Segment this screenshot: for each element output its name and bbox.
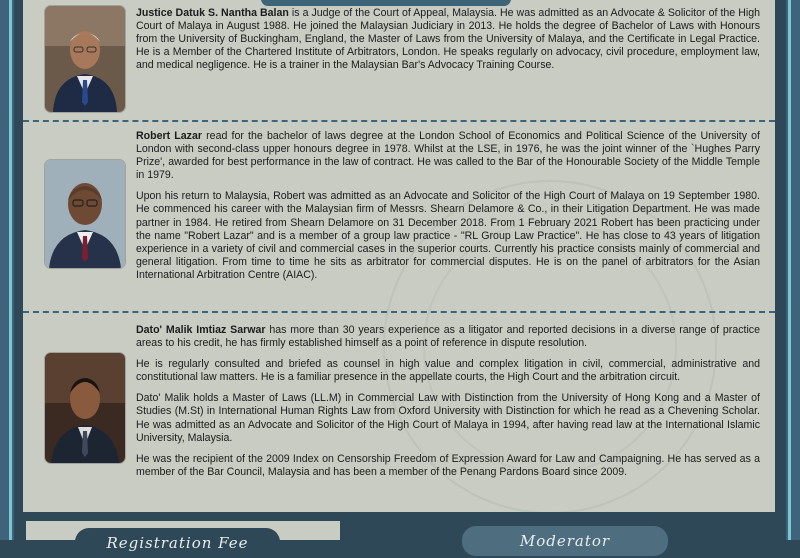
section-header-tab [261,0,511,6]
speaker-photo-nantha-balan [45,6,125,112]
left-frame-stripe [9,0,12,540]
moderator-heading: Moderator [462,526,668,556]
section-divider [23,311,775,313]
bio-paragraph: He was the recipient of the 2009 Index on Censorship Freedom of Expression Award for Law and Campaigning. He has served as a member of the Bar Council, Malaysia and has been a member of the Penang Pardons Board since 2009. [136,452,760,478]
bio-paragraph: is a Judge of the Court of Appeal, Malaysia. He was admitted as an Advocate & Solicitor of the High Court of Malaya in August 1988. He joined the Malaysian Judiciary in 2013. He holds the degree of Bachelor of Laws with Honours from the University of Buckingham, England, the Master of Laws from the University of Malaya, and the Certificate in Legal Practice. He is a Member of the Chartered Institute of Arbitrators, London. He speaks regularly on advocacy, civil procedure, employment law, and medical negligence. He is a trainer in the Malaysian Bar's Advocacy Training Course. [136,7,760,72]
bio-malik-imtiaz [136,324,760,487]
right-frame-border [786,0,800,540]
bio-paragraph: He is regularly consulted and briefed as counsel in high value and complex litigation in civil, commercial, administrative and constitutional law matters. He is a familiar presence in the appellate courts, the High Court and the arbitration circuit. [136,358,760,384]
speaker-name: Justice Datuk S. Nantha Balan [136,7,289,19]
bio-paragraph: read for the bachelor of laws degree at the London School of Economics and Political Science of the University of London with second-class upper honours degree in 1978. Whilst at the LSE, in 1976, he was the joint winner of the `Hughes Parry Prize', awarded for best performance in the law of contract. He was called to the Bar of the Honourable Society of the Middle Temple in 1979. [136,130,760,182]
speaker-name: Dato' Malik Imtiaz Sarwar [136,324,266,336]
speaker-photo-malik-imtiaz [45,353,125,463]
bio-paragraph: Dato' Malik holds a Master of Laws (LL.M) in Commercial Law with Distinction from the University of Hong Kong and a Master of Studies (M.St) in International Human Rights Law from Oxford University with Distinction for which he read as a Chevening Scholar. He was admitted as an Advocate and Solicitor of the High Court of Malaya in 1994, after having read law at the International Islamic University, Malaysia. [136,392,760,444]
left-frame-border [0,0,14,540]
speaker-name: Robert Lazar [136,130,202,142]
bio-paragraph: Upon his return to Malaysia, Robert was admitted as an Advocate and Solicitor of the High Court of Malaya on 19 September 1980. He commenced his career with the Malaysian firm of Messrs. Shearn Delamore & Co., in their Litigation Department. He was made partner in 1984. He retired from Shearn Delamore on 31 December 2018. From 1 February 2021 Robert has been practicing under the name "Robert Lazar" and is a member of a group law practice - "RL Group Law Practice". He has close to 43 years of litigation experience in a variety of civil and commercial cases in the superior courts. Currently his practice consists mainly of commercial and general litigation. From time to time he sits as arbitrator for commercial disputes. He is on the panel of arbitrators for the Asian International Arbitration Centre (AIAC). [136,190,760,281]
bio-nantha-balan [136,7,760,80]
speaker-bios-panel [23,0,775,512]
section-divider [23,120,775,122]
registration-fee-heading: Registration Fee [75,528,280,558]
bio-robert-lazar [136,130,760,290]
right-frame-stripe [788,0,791,540]
speaker-photo-robert-lazar [45,160,125,268]
bio-paragraph: has more than 30 years experience as a litigator and reported decisions in a diverse range of practice areas to his credit, he has firmly established himself as a point of reference in dispute resolution. [136,324,760,350]
